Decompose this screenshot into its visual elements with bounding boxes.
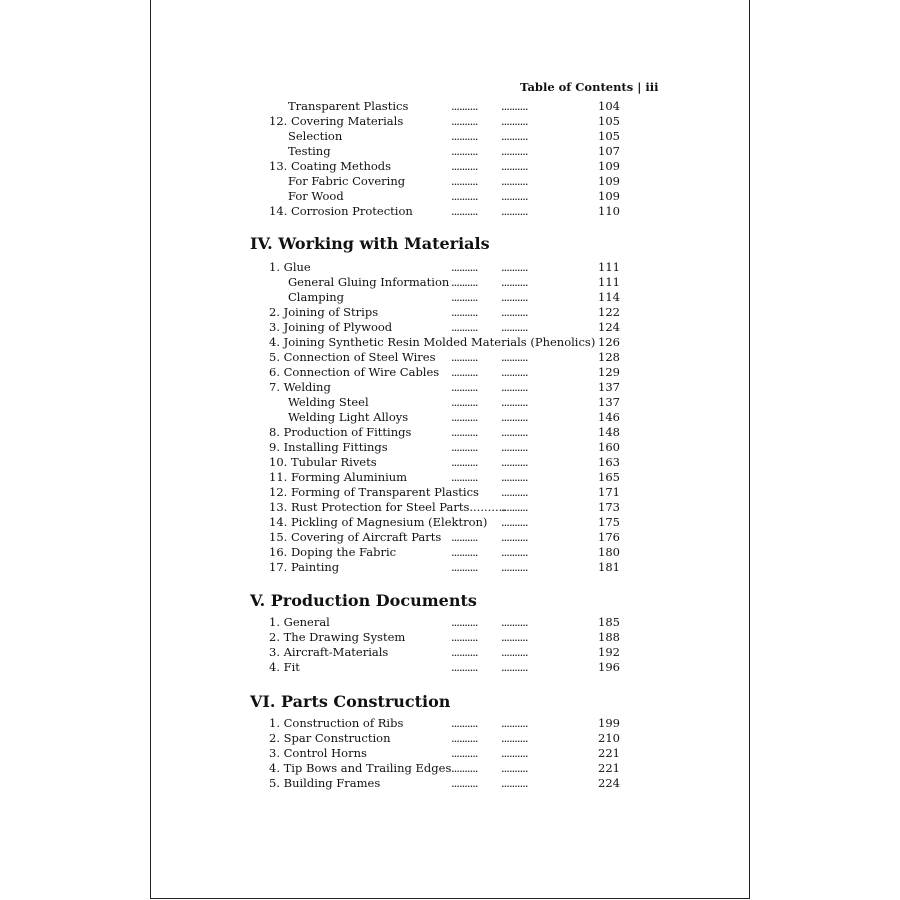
dot-leader: ..........: [451, 275, 478, 289]
dot-leader: ..........: [451, 380, 478, 394]
dot-leader: ..........: [451, 159, 478, 173]
toc-entry-title: 13. Rust Protection for Steel Parts..........: [269, 500, 506, 514]
toc-entry: [0, 545, 900, 560]
dot-leader: ..........: [451, 716, 478, 730]
toc-entry-title: 5. Connection of Steel Wires: [269, 350, 436, 364]
dot-leader: ..........: [451, 114, 478, 128]
dot-leader: ..........: [501, 305, 528, 319]
toc-entry-title: 1. Glue: [269, 260, 311, 274]
dot-leader: ..........: [451, 365, 478, 379]
dot-leader: ..........: [501, 530, 528, 544]
toc-entry: [0, 410, 900, 425]
dot-leader: ..........: [451, 455, 478, 469]
toc-entry-page: 129: [598, 365, 620, 379]
section-title-iv: IV. Working with Materials: [250, 234, 490, 253]
toc-entry: [0, 335, 900, 350]
dot-leader: ..........: [501, 410, 528, 424]
section-title-vi: VI. Parts Construction: [250, 692, 451, 711]
dot-leader: ..........: [501, 455, 528, 469]
toc-entry-page: 181: [598, 560, 620, 574]
toc-entry-title: 4. Fit: [269, 660, 300, 674]
toc-entry-title: 14. Corrosion Protection: [269, 204, 413, 218]
toc-entry-title: Selection: [288, 129, 343, 143]
dot-leader: ..........: [451, 545, 478, 559]
toc-entry-title: Welding Light Alloys: [288, 410, 409, 424]
toc-entry-page: 221: [598, 761, 620, 775]
toc-entry: [0, 470, 900, 485]
dot-leader: ..........: [451, 320, 478, 334]
toc-entry-title: Welding Steel: [288, 395, 369, 409]
toc-entry-page: 221: [598, 746, 620, 760]
toc-entry-title: 13. Coating Methods: [269, 159, 392, 173]
toc-entry-page: 224: [598, 776, 620, 790]
dot-leader: ..........: [451, 425, 478, 439]
dot-leader: ..........: [451, 761, 478, 775]
dot-leader: ..........: [501, 545, 528, 559]
toc-entry: [0, 395, 900, 410]
toc-entry: [0, 189, 900, 204]
dot-leader: ..........: [501, 630, 528, 644]
toc-entry-title: 16. Doping the Fabric: [269, 545, 397, 559]
dot-leader: ..........: [451, 144, 478, 158]
dot-leader: ..........: [501, 615, 528, 629]
toc-entry-page: 105: [598, 129, 620, 143]
dot-leader: ..........: [501, 731, 528, 745]
toc-entry-page: 109: [598, 159, 620, 173]
toc-entry-page: 105: [598, 114, 620, 128]
toc-entry: [0, 204, 900, 219]
toc-entry: [0, 320, 900, 335]
dot-leader: ..........: [501, 746, 528, 760]
dot-leader: ..........: [451, 731, 478, 745]
toc-entry-title: 3. Control Horns: [269, 746, 367, 760]
toc-entry-page: 137: [598, 380, 620, 394]
toc-entry: [0, 530, 900, 545]
toc-entry-page: 124: [598, 320, 620, 334]
toc-entry: [0, 174, 900, 189]
toc-entry-title: 14. Pickling of Magnesium (Elektron): [269, 515, 488, 529]
toc-entry-page: 137: [598, 395, 620, 409]
dot-leader: ..........: [451, 776, 478, 790]
toc-entry-page: 126: [598, 335, 620, 349]
dot-leader: ..........: [501, 350, 528, 364]
dot-leader: ..........: [501, 776, 528, 790]
toc-entry-title: 12. Covering Materials: [269, 114, 404, 128]
dot-leader: ..........: [501, 395, 528, 409]
dot-leader: ..........: [501, 380, 528, 394]
toc-entry-title: 3. Aircraft-Materials: [269, 645, 389, 659]
toc-entry-title: 2. Spar Construction: [269, 731, 391, 745]
toc-entry: [0, 716, 900, 731]
toc-entry-title: 8. Production of Fittings: [269, 425, 412, 439]
toc-entry-page: 114: [598, 290, 620, 304]
dot-leader: ..........: [451, 174, 478, 188]
dot-leader: ..........: [451, 530, 478, 544]
toc-entry-title: For Wood: [288, 189, 344, 203]
toc-entry: [0, 645, 900, 660]
toc-entry-page: 109: [598, 174, 620, 188]
toc-entry-title: 9. Installing Fittings: [269, 440, 388, 454]
toc-entry-title: 1. General: [269, 615, 330, 629]
toc-entry-page: 173: [598, 500, 620, 514]
dot-leader: ..........: [501, 425, 528, 439]
toc-entry: [0, 380, 900, 395]
toc-entry-title: 3. Joining of Plywood: [269, 320, 393, 334]
dot-leader: ..........: [451, 630, 478, 644]
toc-entry-title: 4. Tip Bows and Trailing Edges: [269, 761, 452, 775]
toc-entry-title: 12. Forming of Transparent Plastics: [269, 485, 479, 499]
toc-entry-title: 2. Joining of Strips: [269, 305, 379, 319]
dot-leader: ..........: [501, 159, 528, 173]
toc-entry-page: 148: [598, 425, 620, 439]
toc-entry: [0, 260, 900, 275]
dot-leader: ..........: [501, 260, 528, 274]
dot-leader: ..........: [451, 470, 478, 484]
dot-leader: ..........: [501, 144, 528, 158]
toc-entry-title: 7. Welding: [269, 380, 331, 394]
dot-leader: ..........: [451, 129, 478, 143]
toc-entry: [0, 746, 900, 761]
dot-leader: ..........: [501, 716, 528, 730]
toc-entry: [0, 365, 900, 380]
toc-entry-page: 111: [598, 260, 620, 274]
dot-leader: ..........: [451, 560, 478, 574]
dot-leader: ..........: [501, 99, 528, 113]
toc-entry-title: Transparent Plastics: [288, 99, 409, 113]
toc-entry: [0, 500, 900, 515]
dot-leader: ..........: [501, 485, 528, 499]
dot-leader: ..........: [451, 660, 478, 674]
section-title-v: V. Production Documents: [250, 591, 477, 610]
toc-entry: [0, 275, 900, 290]
dot-leader: ..........: [501, 660, 528, 674]
toc-entry: [0, 761, 900, 776]
dot-leader: ..........: [501, 189, 528, 203]
dot-leader: ..........: [501, 645, 528, 659]
dot-leader: ..........: [501, 500, 528, 514]
dot-leader: ..........: [501, 320, 528, 334]
toc-entry-page: 210: [598, 731, 620, 745]
toc-entry: [0, 615, 900, 630]
toc-entry: [0, 440, 900, 455]
toc-entry: [0, 305, 900, 320]
toc-entry: [0, 485, 900, 500]
running-header: Table of Contents | iii: [520, 80, 659, 94]
toc-entry: [0, 159, 900, 174]
toc-entry-page: 192: [598, 645, 620, 659]
toc-entry-title: 2. The Drawing System: [269, 630, 406, 644]
toc-entry-page: 165: [598, 470, 620, 484]
toc-entry-page: 111: [598, 275, 620, 289]
toc-entry-title: 5. Building Frames: [269, 776, 381, 790]
toc-entry: [0, 129, 900, 144]
dot-leader: ..........: [451, 395, 478, 409]
toc-entry: [0, 515, 900, 530]
dot-leader: ..........: [451, 410, 478, 424]
dot-leader: ..........: [501, 174, 528, 188]
toc-entry-title: General Gluing Information: [288, 275, 450, 289]
toc-entry: [0, 290, 900, 305]
toc-entry-page: 110: [598, 204, 620, 218]
dot-leader: ..........: [451, 204, 478, 218]
toc-entry-title: Testing: [288, 144, 331, 158]
toc-entry-page: 171: [598, 485, 620, 499]
toc-entry-title: 1. Construction of Ribs: [269, 716, 404, 730]
toc-entry-page: 104: [598, 99, 620, 113]
toc-entry: [0, 99, 900, 114]
toc-entry: [0, 425, 900, 440]
dot-leader: ..........: [451, 350, 478, 364]
toc-entry-page: 175: [598, 515, 620, 529]
toc-entry-page: 196: [598, 660, 620, 674]
toc-entry-title: 15. Covering of Aircraft Parts: [269, 530, 442, 544]
dot-leader: ..........: [451, 290, 478, 304]
dot-leader: ..........: [501, 129, 528, 143]
dot-leader: ..........: [501, 470, 528, 484]
dot-leader: ..........: [501, 515, 528, 529]
dot-leader: ..........: [451, 260, 478, 274]
toc-entry: [0, 630, 900, 645]
toc-entry-page: 188: [598, 630, 620, 644]
toc-entry-page: 146: [598, 410, 620, 424]
dot-leader: ..........: [501, 114, 528, 128]
toc-entry-page: 107: [598, 144, 620, 158]
toc-entry-title: 6. Connection of Wire Cables: [269, 365, 440, 379]
toc-entry-page: 109: [598, 189, 620, 203]
dot-leader: ..........: [451, 305, 478, 319]
toc-entry-title: 10. Tubular Rivets: [269, 455, 377, 469]
dot-leader: ..........: [451, 99, 478, 113]
toc-entry-title: 4. Joining Synthetic Resin Molded Materials (Phenolics): [269, 335, 596, 349]
dot-leader: ..........: [451, 746, 478, 760]
toc-entry: [0, 660, 900, 675]
toc-entry: [0, 731, 900, 746]
toc-entry: [0, 350, 900, 365]
toc-entry-page: 176: [598, 530, 620, 544]
toc-entry-page: 199: [598, 716, 620, 730]
dot-leader: ..........: [501, 365, 528, 379]
dot-leader: ..........: [451, 645, 478, 659]
toc-entry-title: For Fabric Covering: [288, 174, 406, 188]
toc-entry-page: 128: [598, 350, 620, 364]
toc-entry-title: 17. Painting: [269, 560, 340, 574]
dot-leader: ..........: [451, 189, 478, 203]
toc-entry: [0, 455, 900, 470]
dot-leader: ..........: [451, 440, 478, 454]
toc-entry: [0, 776, 900, 791]
toc-entry-page: 163: [598, 455, 620, 469]
toc-entry-page: 180: [598, 545, 620, 559]
toc-entry: [0, 144, 900, 159]
dot-leader: ..........: [501, 290, 528, 304]
toc-entry-page: 160: [598, 440, 620, 454]
dot-leader: ..........: [501, 275, 528, 289]
dot-leader: ..........: [501, 440, 528, 454]
toc-entry: [0, 114, 900, 129]
toc-entry: [0, 560, 900, 575]
dot-leader: ..........: [501, 204, 528, 218]
toc-entry-page: 122: [598, 305, 620, 319]
toc-entry-page: 185: [598, 615, 620, 629]
dot-leader: ..........: [501, 761, 528, 775]
dot-leader: ..........: [501, 560, 528, 574]
toc-entry-title: Clamping: [288, 290, 345, 304]
toc-entry-title: 11. Forming Aluminium: [269, 470, 408, 484]
dot-leader: ..........: [451, 615, 478, 629]
